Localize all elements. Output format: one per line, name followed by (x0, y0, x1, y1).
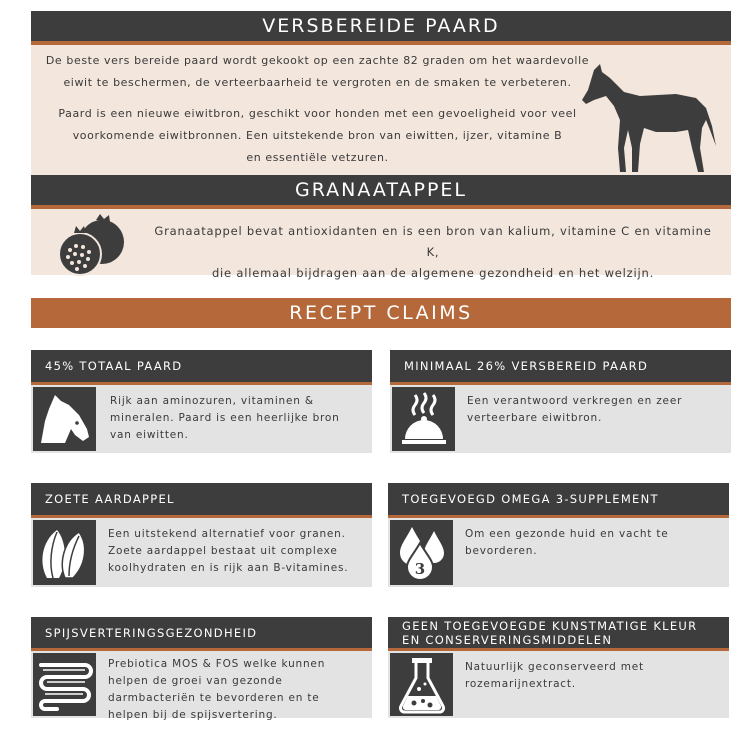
flask-icon (388, 651, 455, 718)
horse-description-2 (40, 103, 595, 169)
claim-card-title-line: GEEN TOEGEVOEGDE KUNSTMATIGE KLEUR (402, 618, 698, 633)
pomegranate-icon (56, 214, 128, 276)
horse-head-icon (31, 385, 98, 453)
claim-card-text: Een verantwoord verkregen en zeer verteerbare eiwitbron. (467, 395, 683, 424)
pomegranate-text-line: die allemaal bijdragen aan de algemene gezondheid en het welzijn. (211, 266, 655, 280)
sweet-potato-icon (31, 518, 98, 587)
horse-text-line: eiwit te beschermen, de verteerbaarheid te vergroten en de smaken te verbeteren. (63, 76, 572, 89)
horse-text-line: en essentiële vetzuren. (246, 151, 389, 164)
claim-card-body (390, 385, 731, 453)
claim-card-text: Een uitstekend alternatief voor granen. Zoete aardappel bestaat uit complexe koolhydraten en is rijk aan B-vitamines. (108, 528, 349, 574)
omega-drops-icon (388, 518, 455, 587)
claim-card-body (388, 651, 729, 718)
claim-card-text: Rijk aan aminozuren, vitaminen & mineralen. Paard is een heerlijke bron van eiwitten. (110, 395, 340, 441)
pomegranate-text-line: Granaatappel bevat antioxidanten en is een bron van kalium, vitamine C en vitamine K, (154, 224, 712, 259)
recipe-claims-title: RECEPT CLAIMS (31, 298, 731, 328)
claim-card-title: SPIJSVERTERINGSGEZONDHEID (31, 617, 372, 648)
horse-section-title: VERSBEREIDE PAARD (31, 11, 731, 41)
claim-card-no-artificial (388, 617, 729, 718)
claim-card-title: 45% TOTAAL PAARD (31, 350, 372, 382)
horse-text-line: Paard is een nieuwe eiwitbron, geschikt voor honden met een gevoeligheid voor veel (58, 107, 577, 120)
claim-card-total-horse (31, 350, 372, 453)
claim-card-title: TOEGEVOEGD OMEGA 3-SUPPLEMENT (388, 483, 729, 515)
claim-card-title: ZOETE AARDAPPEL (31, 483, 372, 515)
claim-card-title: MINIMAAL 26% VERSBEREID PAARD (390, 350, 731, 382)
claim-card-body (31, 518, 372, 587)
horse-text-line: voorkomende eiwitbronnen. Een uitstekende bron van eiwitten, ijzer, vitamine B (72, 129, 563, 142)
omega-number-label: 3 (414, 559, 425, 578)
claim-card-text: Om een gezonde huid en vacht te bevorderen. (465, 528, 669, 557)
claim-card-sweet-potato (31, 483, 372, 587)
intestine-icon (31, 651, 98, 718)
claim-card-fresh-horse (390, 350, 731, 453)
claim-card-text: Prebiotica MOS & FOS welke kunnen helpen de groei van gezonde darmbacteriën te bevorderen en te helpen bij de spijsvertering. (108, 658, 326, 721)
claim-card-title-line: EN CONSERVERINGSMIDDELEN (402, 632, 613, 647)
pomegranate-section-title: GRANAATAPPEL (31, 175, 731, 205)
claim-card-title (388, 617, 729, 648)
pomegranate-description (148, 221, 718, 284)
claim-card-digestion (31, 617, 372, 721)
claim-card-text: Natuurlijk geconserveerd met rozemarijnextract. (465, 661, 644, 690)
claim-card-body (31, 385, 372, 453)
horse-description-1 (40, 50, 595, 94)
claim-card-body (31, 651, 372, 721)
claim-card-body (388, 518, 729, 587)
cloche-icon (390, 385, 457, 453)
horse-silhouette-icon (580, 64, 720, 176)
horse-text-line: De beste vers bereide paard wordt gekookt op een zachte 82 graden om het waardevolle (45, 54, 590, 67)
claim-card-omega3 (388, 483, 729, 587)
